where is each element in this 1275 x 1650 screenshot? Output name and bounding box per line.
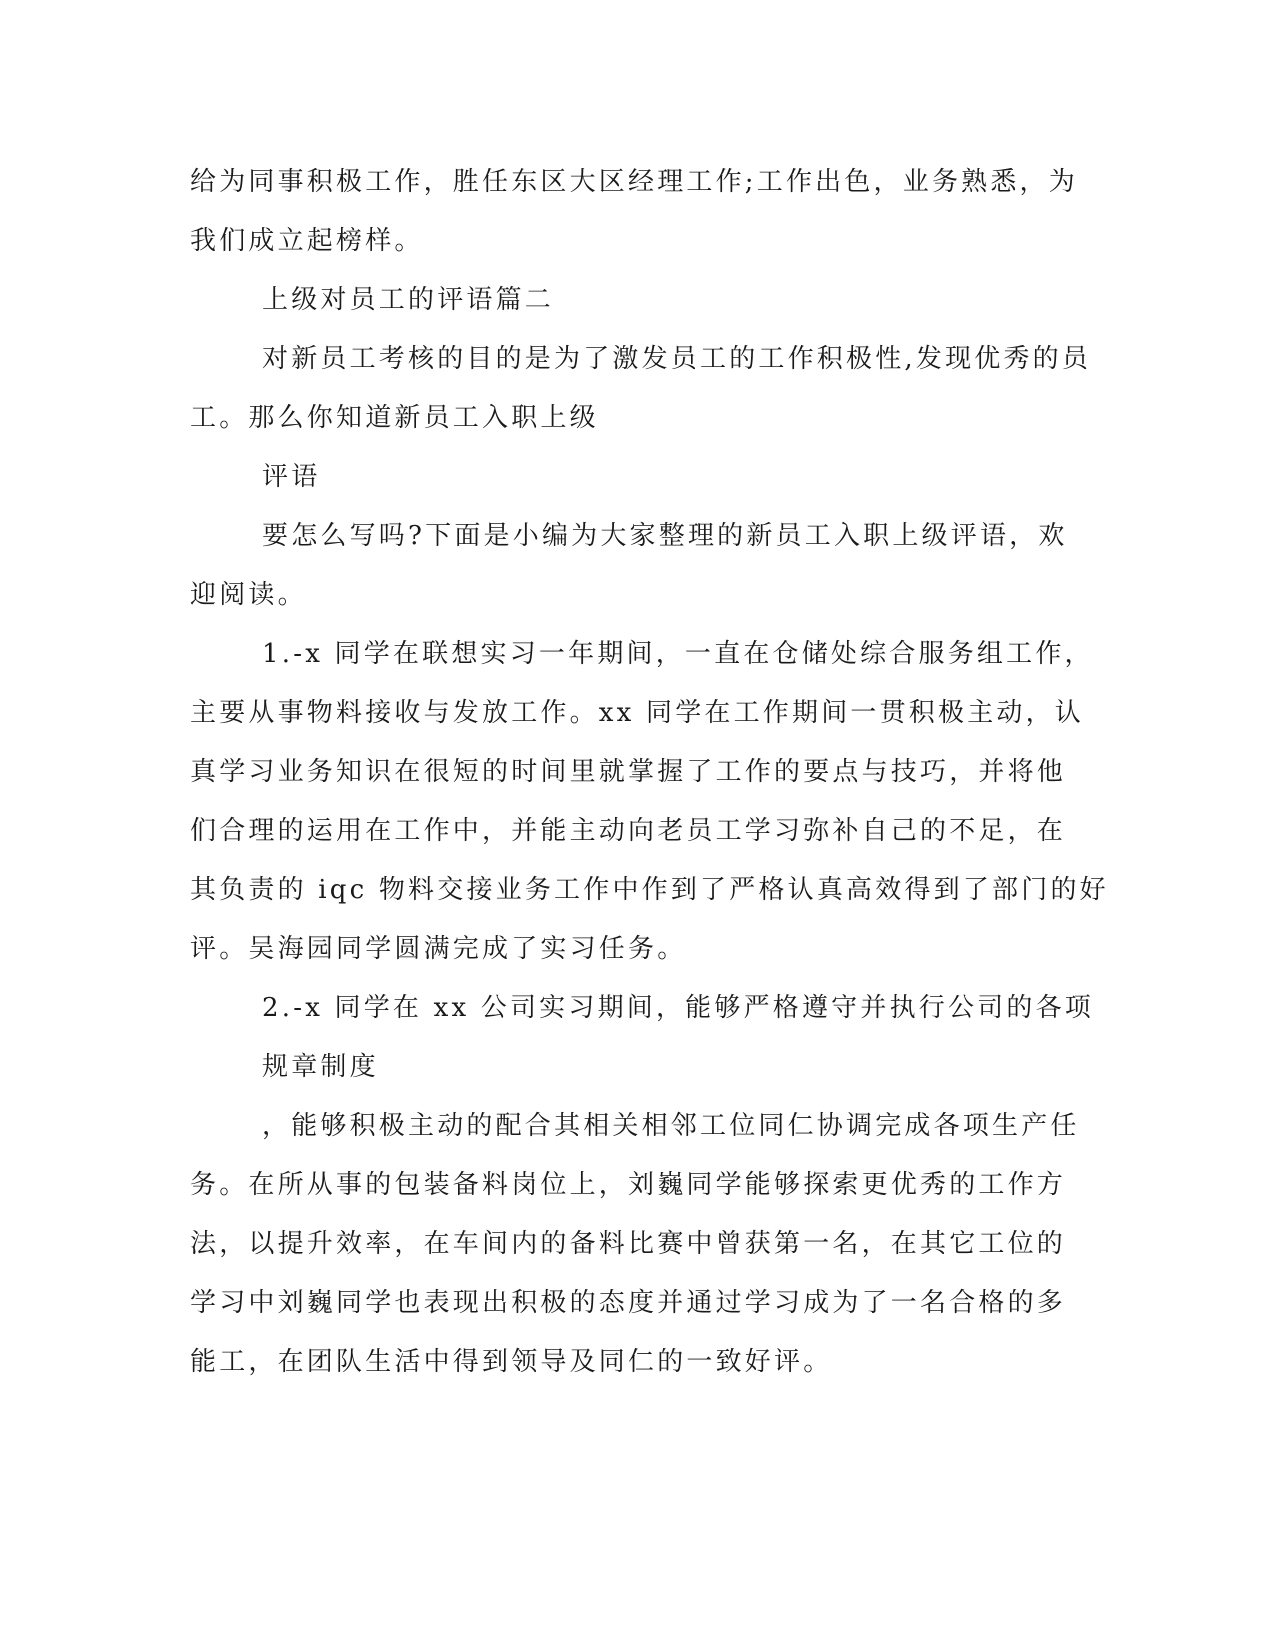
text-line-6: 评语: [262, 462, 321, 492]
text-line-1: 给为同事积极工作，胜任东区大区经理工作;工作出色，业务熟悉，为: [190, 167, 1078, 197]
text-line-8: 迎阅读。: [190, 580, 307, 610]
text-line-20: 学习中刘巍同学也表现出积极的态度并通过学习成为了一名合格的多: [190, 1288, 1067, 1318]
text-line-15: 2.-x 同学在 xx 公司实习期间，能够严格遵守并执行公司的各项: [262, 993, 1094, 1023]
text-line-14: 评。吴海园同学圆满完成了实习任务。: [190, 934, 687, 964]
text-line-18: 务。在所从事的包装备料岗位上，刘巍同学能够探索更优秀的工作方: [190, 1170, 1067, 1200]
text-line-4: 对新员工考核的目的是为了激发员工的工作积极性,发现优秀的员: [262, 344, 1092, 374]
text-line-12: 们合理的运用在工作中，并能主动向老员工学习弥补自己的不足，在: [190, 816, 1067, 846]
text-line-19: 法，以提升效率，在车间内的备料比赛中曾获第一名，在其它工位的: [190, 1229, 1067, 1259]
text-line-13: 其负责的 iqc 物料交接业务工作中作到了严格认真高效得到了部门的好: [190, 875, 1109, 905]
text-line-21: 能工，在团队生活中得到领导及同仁的一致好评。: [190, 1347, 833, 1377]
text-line-11: 真学习业务知识在很短的时间里就掌握了工作的要点与技巧，并将他: [190, 757, 1067, 787]
text-line-17: ，能够积极主动的配合其相关相邻工位同仁协调完成各项生产任: [262, 1111, 1080, 1141]
section-heading: 上级对员工的评语篇二: [262, 285, 555, 315]
text-line-5: 工。那么你知道新员工入职上级: [190, 403, 599, 433]
text-line-9: 1.-x 同学在联想实习一年期间，一直在仓储处综合服务组工作，: [262, 639, 1094, 669]
text-line-2: 我们成立起榜样。: [190, 226, 424, 256]
text-line-10: 主要从事物料接收与发放工作。xx 同学在工作期间一贯积极主动，认: [190, 698, 1084, 728]
text-line-7: 要怎么写吗?下面是小编为大家整理的新员工入职上级评语，欢: [262, 521, 1068, 551]
text-line-16: 规章制度: [262, 1052, 379, 1082]
